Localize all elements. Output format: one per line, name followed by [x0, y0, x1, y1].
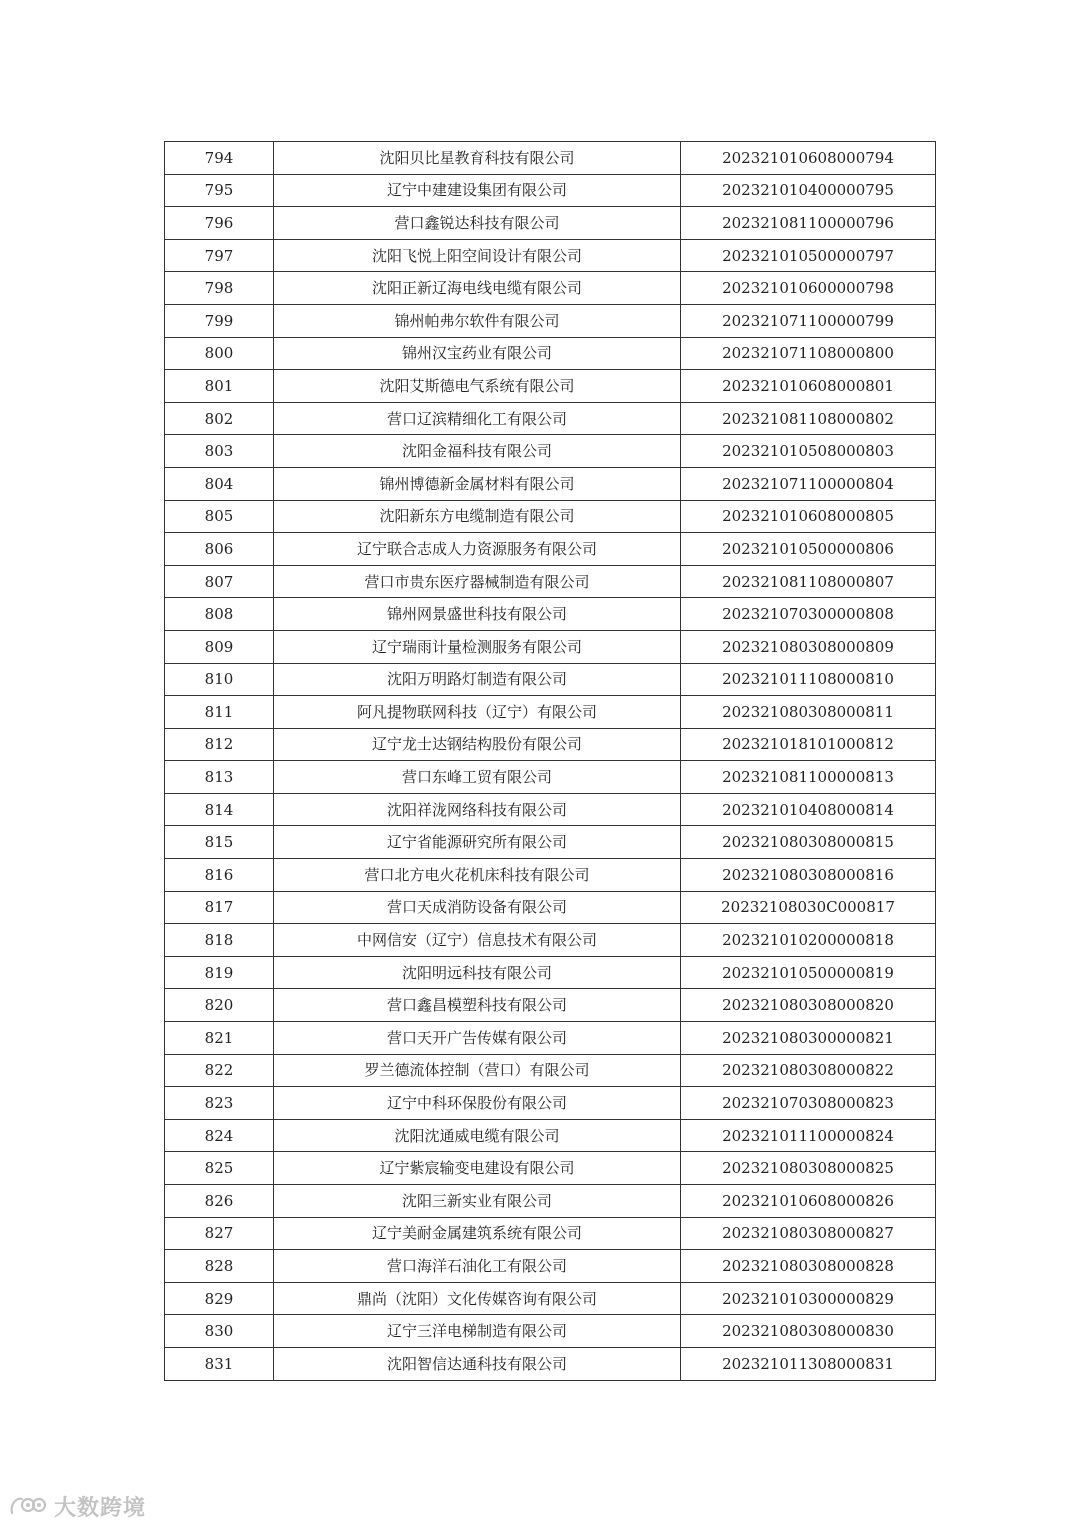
registration-code-cell: 202321010500000797: [681, 239, 936, 272]
registration-code-cell: 202321080300000821: [681, 1022, 936, 1055]
row-number-cell: 805: [165, 500, 274, 533]
company-name-cell: 沈阳明远科技有限公司: [274, 956, 681, 989]
table-row: [165, 337, 936, 370]
registration-code-cell: 202321010500000819: [681, 956, 936, 989]
registration-code-cell: 202321010608000805: [681, 500, 936, 533]
table-row: [165, 142, 936, 175]
registration-code-cell: 202321011308000831: [681, 1347, 936, 1380]
table-row: [165, 1087, 936, 1120]
company-name-cell: 锦州网景盛世科技有限公司: [274, 598, 681, 631]
row-number-cell: 806: [165, 533, 274, 566]
row-number-cell: 811: [165, 696, 274, 729]
company-name-cell: 辽宁中科环保股份有限公司: [274, 1087, 681, 1120]
registration-code-cell: 202321011108000810: [681, 663, 936, 696]
row-number-cell: 820: [165, 989, 274, 1022]
table-row: [165, 467, 936, 500]
registration-code-cell: 202321010200000818: [681, 924, 936, 957]
company-name-cell: 沈阳智信达通科技有限公司: [274, 1347, 681, 1380]
table-row: [165, 956, 936, 989]
table-row: [165, 500, 936, 533]
company-name-cell: 营口市贵东医疗器械制造有限公司: [274, 565, 681, 598]
registration-code-cell: 202321011100000824: [681, 1119, 936, 1152]
company-name-cell: 沈阳万明路灯制造有限公司: [274, 663, 681, 696]
row-number-cell: 818: [165, 924, 274, 957]
table-row: [165, 761, 936, 794]
registration-code-cell: 202321010608000801: [681, 370, 936, 403]
company-name-cell: 辽宁联合志成人力资源服务有限公司: [274, 533, 681, 566]
company-name-cell: 沈阳祥泷网络科技有限公司: [274, 793, 681, 826]
table-row: [165, 207, 936, 240]
table-row: [165, 598, 936, 631]
company-name-cell: 辽宁省能源研究所有限公司: [274, 826, 681, 859]
company-name-cell: 营口北方电火花机床科技有限公司: [274, 859, 681, 892]
table-row: [165, 1250, 936, 1283]
table-row: [165, 370, 936, 403]
company-name-cell: 辽宁瑞雨计量检测服务有限公司: [274, 630, 681, 663]
row-number-cell: 814: [165, 793, 274, 826]
table-row: [165, 1119, 936, 1152]
table-row: [165, 435, 936, 468]
registration-code-cell: 202321080308000809: [681, 630, 936, 663]
company-name-cell: 营口海洋石油化工有限公司: [274, 1250, 681, 1283]
row-number-cell: 807: [165, 565, 274, 598]
table-row: [165, 630, 936, 663]
company-name-cell: 锦州汉宝药业有限公司: [274, 337, 681, 370]
registration-code-cell: 202321081100000813: [681, 761, 936, 794]
registration-code-cell: 202321080308000825: [681, 1152, 936, 1185]
company-name-cell: 辽宁中建建设集团有限公司: [274, 174, 681, 207]
row-number-cell: 809: [165, 630, 274, 663]
row-number-cell: 827: [165, 1217, 274, 1250]
company-name-cell: 锦州帕弗尔软件有限公司: [274, 304, 681, 337]
registration-code-cell: 20232108030C000817: [681, 891, 936, 924]
table-row: [165, 1217, 936, 1250]
row-number-cell: 824: [165, 1119, 274, 1152]
company-name-cell: 营口天成消防设备有限公司: [274, 891, 681, 924]
row-number-cell: 799: [165, 304, 274, 337]
row-number-cell: 797: [165, 239, 274, 272]
company-name-cell: 辽宁紫宸输变电建设有限公司: [274, 1152, 681, 1185]
registration-code-cell: 202321081108000802: [681, 402, 936, 435]
table-row: [165, 304, 936, 337]
table-row: [165, 402, 936, 435]
company-name-cell: 辽宁美耐金属建筑系统有限公司: [274, 1217, 681, 1250]
company-name-cell: 辽宁三洋电梯制造有限公司: [274, 1315, 681, 1348]
row-number-cell: 795: [165, 174, 274, 207]
company-list-table: [164, 141, 936, 1381]
table-row: [165, 696, 936, 729]
row-number-cell: 817: [165, 891, 274, 924]
table-row: [165, 1315, 936, 1348]
company-name-cell: 沈阳沈通威电缆有限公司: [274, 1119, 681, 1152]
company-name-cell: 沈阳金福科技有限公司: [274, 435, 681, 468]
registration-code-cell: 202321080308000816: [681, 859, 936, 892]
company-name-cell: 阿凡提物联网科技（辽宁）有限公司: [274, 696, 681, 729]
table-row: [165, 1152, 936, 1185]
registration-code-cell: 202321081100000796: [681, 207, 936, 240]
company-name-cell: 营口天开广告传媒有限公司: [274, 1022, 681, 1055]
table-row: [165, 1022, 936, 1055]
row-number-cell: 826: [165, 1185, 274, 1218]
row-number-cell: 796: [165, 207, 274, 240]
table-row: [165, 826, 936, 859]
registration-code-cell: 202321010408000814: [681, 793, 936, 826]
table-row: [165, 859, 936, 892]
registration-code-cell: 202321071108000800: [681, 337, 936, 370]
table-row: [165, 272, 936, 305]
row-number-cell: 825: [165, 1152, 274, 1185]
table-row: [165, 1185, 936, 1218]
row-number-cell: 828: [165, 1250, 274, 1283]
table-row: [165, 1347, 936, 1380]
row-number-cell: 815: [165, 826, 274, 859]
row-number-cell: 831: [165, 1347, 274, 1380]
row-number-cell: 813: [165, 761, 274, 794]
company-list-body: [165, 142, 936, 1381]
table-row: [165, 174, 936, 207]
company-name-cell: 沈阳贝比星教育科技有限公司: [274, 142, 681, 175]
row-number-cell: 800: [165, 337, 274, 370]
company-name-cell: 中网信安（辽宁）信息技术有限公司: [274, 924, 681, 957]
table-row: [165, 989, 936, 1022]
registration-code-cell: 202321070300000808: [681, 598, 936, 631]
company-name-cell: 营口东峰工贸有限公司: [274, 761, 681, 794]
registration-code-cell: 202321010300000829: [681, 1282, 936, 1315]
row-number-cell: 830: [165, 1315, 274, 1348]
row-number-cell: 802: [165, 402, 274, 435]
company-name-cell: 沈阳新东方电缆制造有限公司: [274, 500, 681, 533]
company-name-cell: 沈阳飞悦上阳空间设计有限公司: [274, 239, 681, 272]
row-number-cell: 823: [165, 1087, 274, 1120]
registration-code-cell: 202321081108000807: [681, 565, 936, 598]
table-row: [165, 663, 936, 696]
row-number-cell: 798: [165, 272, 274, 305]
registration-code-cell: 202321010600000798: [681, 272, 936, 305]
row-number-cell: 804: [165, 467, 274, 500]
table-row: [165, 793, 936, 826]
company-name-cell: 沈阳正新辽海电线电缆有限公司: [274, 272, 681, 305]
row-number-cell: 808: [165, 598, 274, 631]
row-number-cell: 794: [165, 142, 274, 175]
registration-code-cell: 202321010500000806: [681, 533, 936, 566]
registration-code-cell: 202321080308000830: [681, 1315, 936, 1348]
table-row: [165, 924, 936, 957]
registration-code-cell: 202321070308000823: [681, 1087, 936, 1120]
row-number-cell: 810: [165, 663, 274, 696]
registration-code-cell: 202321018101000812: [681, 728, 936, 761]
row-number-cell: 821: [165, 1022, 274, 1055]
watermark-text: 大数跨境: [54, 1495, 147, 1521]
registration-code-cell: 202321010508000803: [681, 435, 936, 468]
table-row: [165, 891, 936, 924]
registration-code-cell: 202321080308000827: [681, 1217, 936, 1250]
company-name-cell: 沈阳艾斯德电气系统有限公司: [274, 370, 681, 403]
registration-code-cell: 202321080308000828: [681, 1250, 936, 1283]
row-number-cell: 801: [165, 370, 274, 403]
registration-code-cell: 202321071100000804: [681, 467, 936, 500]
company-name-cell: 营口辽滨精细化工有限公司: [274, 402, 681, 435]
eye-logo-icon: [8, 1491, 48, 1521]
company-name-cell: 沈阳三新实业有限公司: [274, 1185, 681, 1218]
watermark: [8, 1488, 146, 1524]
row-number-cell: 816: [165, 859, 274, 892]
company-name-cell: 鼎尚（沈阳）文化传媒咨询有限公司: [274, 1282, 681, 1315]
registration-code-cell: 202321010608000826: [681, 1185, 936, 1218]
row-number-cell: 822: [165, 1054, 274, 1087]
registration-code-cell: 202321080308000822: [681, 1054, 936, 1087]
registration-code-cell: 202321080308000815: [681, 826, 936, 859]
company-name-cell: 罗兰德流体控制（营口）有限公司: [274, 1054, 681, 1087]
company-name-cell: 营口鑫昌模塑科技有限公司: [274, 989, 681, 1022]
table-row: [165, 533, 936, 566]
registration-code-cell: 202321071100000799: [681, 304, 936, 337]
row-number-cell: 803: [165, 435, 274, 468]
row-number-cell: 829: [165, 1282, 274, 1315]
table-row: [165, 1282, 936, 1315]
table-row: [165, 239, 936, 272]
company-name-cell: 营口鑫锐达科技有限公司: [274, 207, 681, 240]
registration-code-cell: 202321010608000794: [681, 142, 936, 175]
table-row: [165, 565, 936, 598]
company-name-cell: 锦州博德新金属材料有限公司: [274, 467, 681, 500]
table-row: [165, 728, 936, 761]
registration-code-cell: 202321080308000811: [681, 696, 936, 729]
registration-code-cell: 202321010400000795: [681, 174, 936, 207]
company-name-cell: 辽宁龙士达钢结构股份有限公司: [274, 728, 681, 761]
table-row: [165, 1054, 936, 1087]
registration-code-cell: 202321080308000820: [681, 989, 936, 1022]
row-number-cell: 819: [165, 956, 274, 989]
row-number-cell: 812: [165, 728, 274, 761]
